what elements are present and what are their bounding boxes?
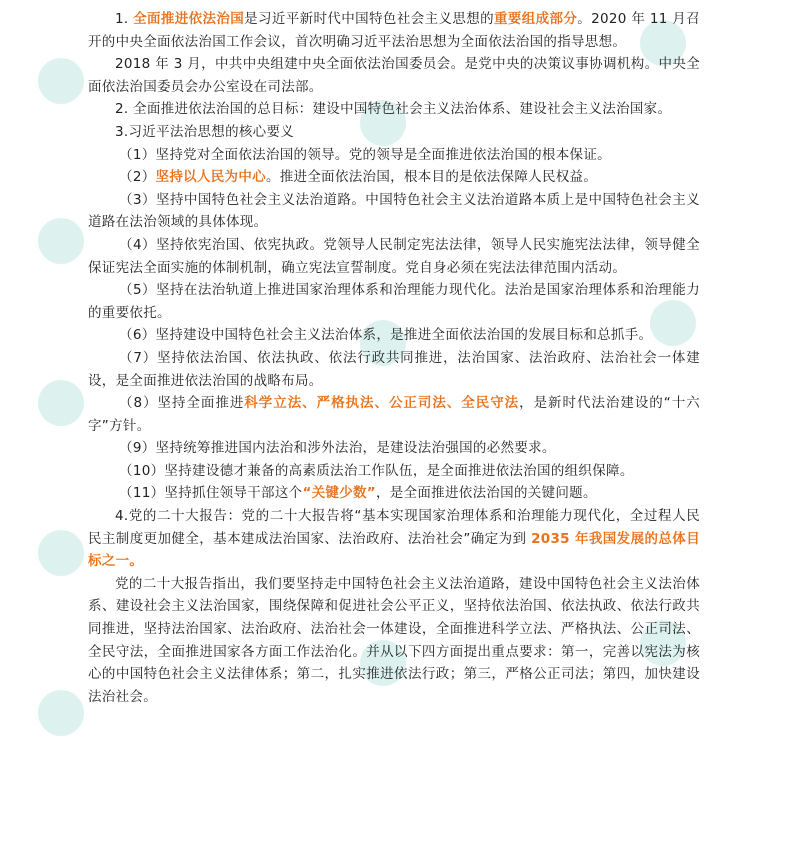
text-segment: 。推进全面依法治国，根本目的是依法保障人民权益。 bbox=[265, 169, 598, 186]
watermark-logo-icon bbox=[38, 58, 84, 104]
watermark-logo-icon bbox=[38, 530, 84, 576]
text-segment: 3.习近平法治思想的核心要义 bbox=[115, 123, 295, 140]
text-segment: （2） bbox=[119, 169, 156, 186]
paragraph bbox=[88, 347, 700, 392]
document-body bbox=[88, 8, 700, 708]
highlighted-text: 坚持以人民为中心 bbox=[155, 169, 266, 186]
paragraph bbox=[88, 324, 700, 347]
paragraph bbox=[88, 98, 700, 121]
text-segment: ，是全面推进依法治国的关键问题。 bbox=[375, 485, 597, 502]
watermark-logo-icon bbox=[38, 690, 84, 736]
text-segment: （8）坚持全面推进 bbox=[119, 395, 245, 412]
paragraph bbox=[88, 144, 700, 167]
paragraph bbox=[88, 482, 700, 505]
text-segment: 1. bbox=[115, 11, 134, 27]
text-segment: （1）坚持党对全面依法治国的领导。党的领导是全面推进依法治国的根本保证。 bbox=[119, 146, 611, 163]
paragraph bbox=[88, 53, 700, 98]
paragraph bbox=[88, 8, 700, 53]
paragraph bbox=[88, 573, 700, 709]
watermark-logo-icon bbox=[38, 218, 84, 264]
highlighted-text: 2035 年我国发展的总体目标之一。 bbox=[88, 530, 700, 570]
text-segment: 是习近平新时代中国特色社会主义思想的 bbox=[244, 11, 494, 27]
paragraph bbox=[88, 166, 700, 189]
highlighted-text: “关键少数” bbox=[302, 485, 376, 502]
paragraph bbox=[88, 392, 700, 437]
paragraph bbox=[88, 279, 700, 324]
paragraph bbox=[88, 121, 700, 144]
highlighted-text: 重要组成部分 bbox=[493, 11, 578, 27]
text-segment: （9）坚持统筹推进国内法治和涉外法治，是建设法治强国的必然要求。 bbox=[119, 440, 556, 457]
text-segment: （5）坚持在法治轨道上推进国家治理体系和治理能力现代化。法治是国家治理体系和治理能力的重要依托。 bbox=[88, 282, 700, 321]
text-segment: （4）坚持依宪治国、依宪执政。党领导人民制定宪法法律，领导人民实施宪法法律，领导健全保证宪法全面实施的体制机制，确立宪法宣誓制度。党自身必须在宪法法律范围内活动。 bbox=[88, 236, 700, 276]
paragraph bbox=[88, 460, 700, 483]
text-segment: 2. 全面推进依法治国的总目标：建设中国特色社会主义法治体系、建设社会主义法治国家。 bbox=[115, 101, 672, 118]
highlighted-text: 科学立法、严格执法、公正司法、全民守法 bbox=[244, 395, 520, 412]
text-segment: （6）坚持建设中国特色社会主义法治体系，是推进全面依法治国的发展目标和总抓手。 bbox=[119, 327, 653, 344]
text-segment: （7）坚持依法治国、依法执政、依法行政共同推进，法治国家、法治政府、法治社会一体建设，是全面推进依法治国的战略布局。 bbox=[88, 349, 700, 389]
text-segment: 2018 年 3 月，中共中央组建中央全面依法治国委员会。是党中央的决策议事协调机构。中央全面依法治国委员会办公室设在司法部。 bbox=[88, 56, 700, 95]
watermark-logo-icon bbox=[38, 380, 84, 426]
text-segment: 党的二十大报告指出，我们要坚持走中国特色社会主义法治道路，建设中国特色社会主义法治体系、建设社会主义法治国家，围绕保障和促进社会公平正义，坚持依法治国、依法执政、依法行政共同推进，坚持法治国家、法治政府、法治社会一体建设，全面推进科学立法、严格执法、公正司法、全民守法，全面推进国家各方面工作法治化。并从以下四方面提出重点要求：第一，完善以宪法为核心的中国特色社会主义法律体系；第二，扎实推进依法行政；第三，严格公正司法；第四，加快建设法治社会。 bbox=[88, 575, 700, 705]
text-segment: （11）坚持抓住领导干部这个 bbox=[119, 485, 303, 502]
paragraph bbox=[88, 189, 700, 234]
text-segment: （3）坚持中国特色社会主义法治道路。中国特色社会主义法治道路本质上是中国特色社会主义道路在法治领域的具体体现。 bbox=[88, 191, 700, 231]
text-segment: ，是新时代法治建设的“十六字”方针。 bbox=[88, 395, 700, 434]
text-segment: 4.党的二十大报告：党的二十大报告将“基本实现国家治理体系和治理能力现代化，全过程人民民主制度更加健全，基本建成法治国家、法治政府、法治社会”确定为到 bbox=[88, 508, 700, 547]
paragraph bbox=[88, 234, 700, 279]
paragraph bbox=[88, 505, 700, 573]
text-segment: 。2020 年 11 月召开的中央全面依法治国工作会议，首次明确习近平法治思想为全面依法治国的指导思想。 bbox=[88, 11, 700, 50]
paragraph bbox=[88, 437, 700, 460]
text-segment: （10）坚持建设德才兼备的高素质法治工作队伍，是全面推进依法治国的组织保障。 bbox=[119, 462, 634, 479]
highlighted-text: 全面推进依法治国 bbox=[133, 11, 245, 27]
